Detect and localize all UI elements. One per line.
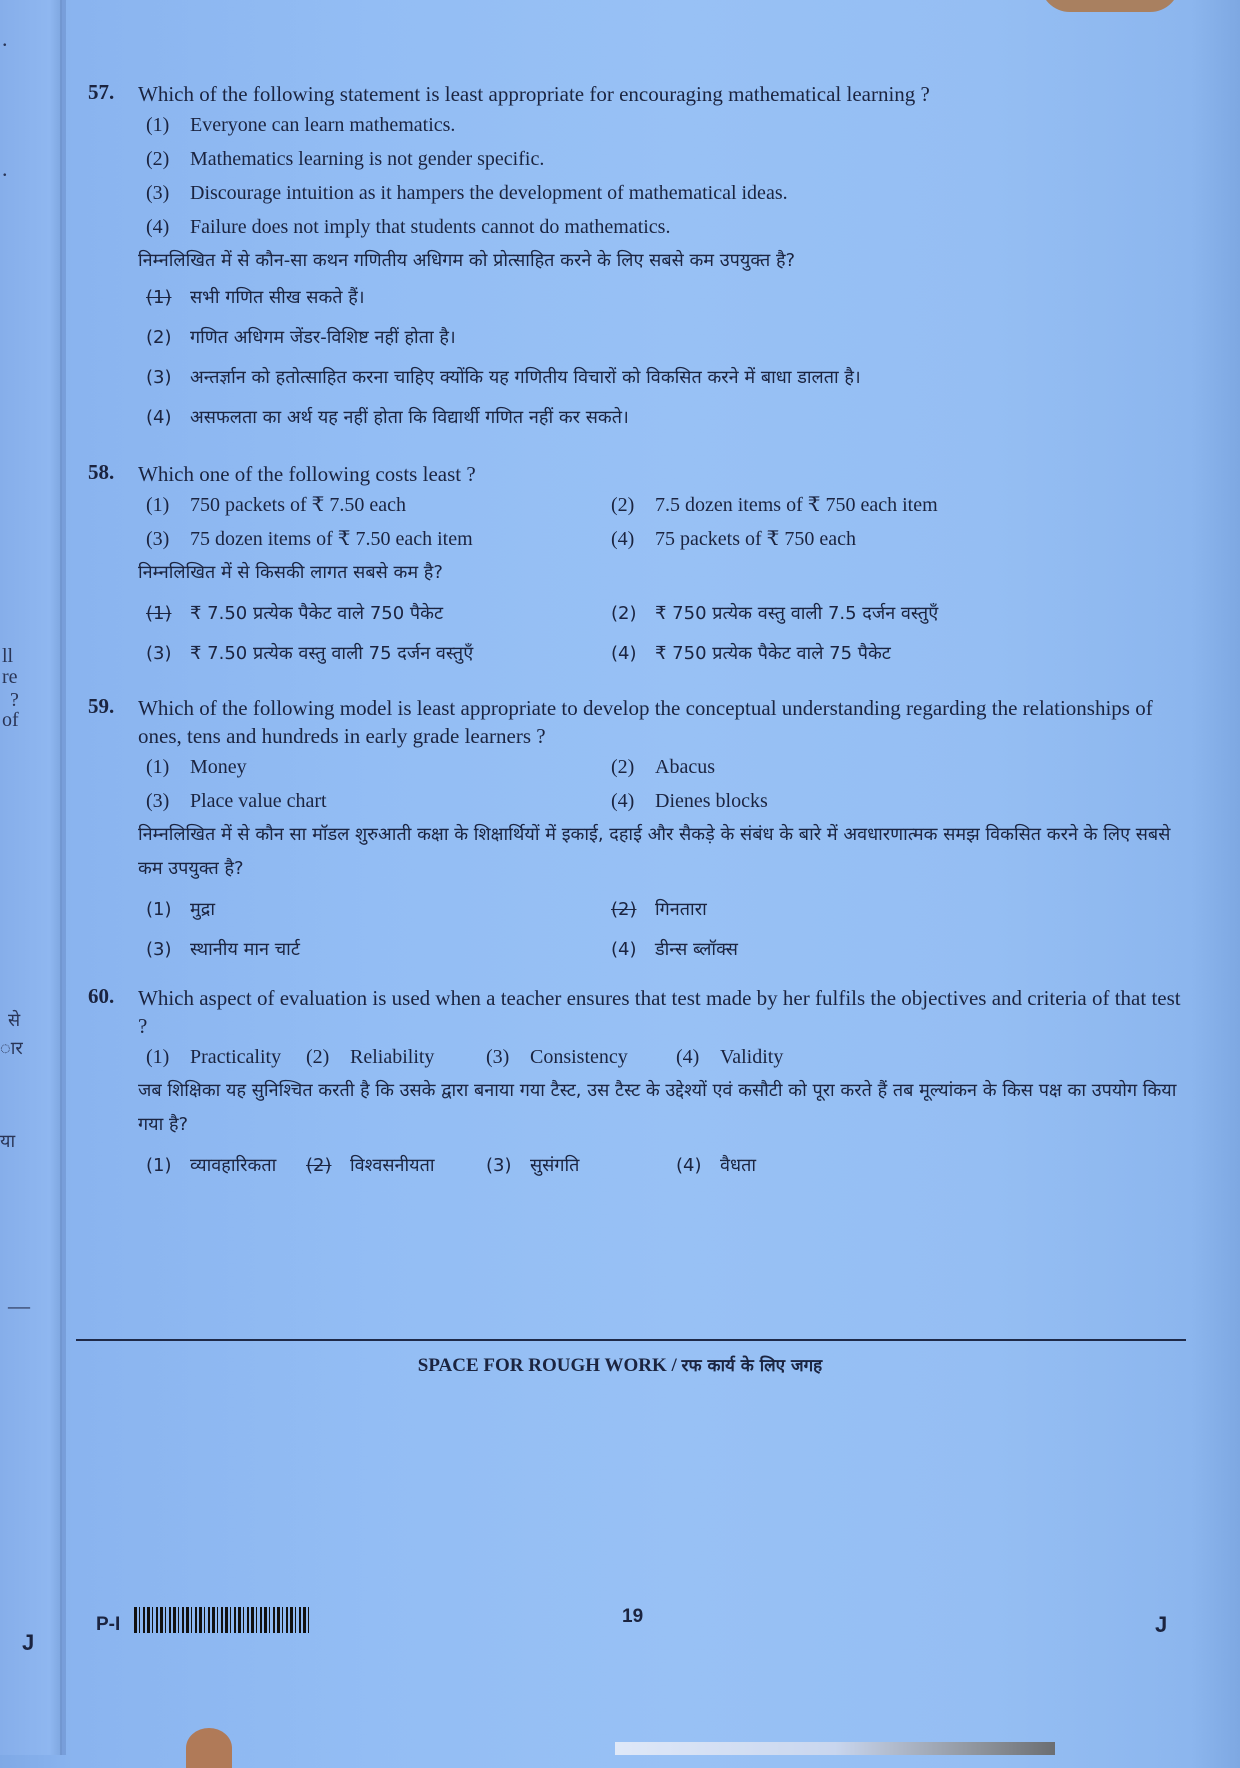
handwritten-tick-mark: (1) xyxy=(146,287,172,308)
question-stem-hi: जब शिक्षिका यह सुनिश्चित करती है कि उसके द्वारा बनाया गया टैस्ट, उस टैस्ट के उद्देश्यों एवं कसौटी को पूरा करते हैं तब मूल्यांकन के किस पक्ष का उपयोग किया गया है? xyxy=(138,1080,1177,1135)
question-number: 57. xyxy=(88,80,115,104)
question-content xyxy=(88,80,1188,1186)
question-stem-hi: निम्नलिखित में से किसकी लागत सबसे कम है? xyxy=(138,562,443,583)
option-hi: (2) विश्वसनीयता xyxy=(298,1146,478,1186)
option-hi: (1) मुद्रा xyxy=(146,899,215,920)
handwritten-tick-mark: (2) xyxy=(306,1155,332,1176)
finger-bottom xyxy=(186,1728,232,1768)
rough-work-divider xyxy=(76,1339,1186,1341)
bottom-object xyxy=(615,1742,1055,1755)
question-58 xyxy=(88,460,1188,674)
question-stem-hi: निम्नलिखित में से कौन सा मॉडल शुरुआती कक्षा के शिक्षार्थियों में इकाई, दहाई और सैकड़े के संबंध के बारे में अवधारणात्मक समझ विकसित करने के लिए सबसे कम उपयुक्त है? xyxy=(138,824,1171,879)
previous-page-edge xyxy=(0,0,62,1755)
option-hi: (1) व्यावहारिकता xyxy=(146,1155,277,1176)
page-number: 19 xyxy=(622,1606,644,1627)
option-en: (4) Dienes blocks xyxy=(611,790,768,812)
margin-fragment: या xyxy=(0,1131,16,1152)
question-59 xyxy=(88,694,1188,970)
page-fold-shadow xyxy=(60,0,66,1755)
question-57 xyxy=(88,80,1188,438)
option-hi: (3) अन्तर्ज्ञान को हतोत्साहित करना चाहिए क्योंकि यह गणितीय विचारों को विकसित करने में बाधा डालता है। xyxy=(146,367,861,388)
barcode xyxy=(134,1607,309,1633)
option-en: (3) Discourage intuition as it hampers the development of mathematical ideas. xyxy=(146,182,788,204)
option-en: (3) Consistency xyxy=(486,1046,628,1068)
handwritten-tick-mark: (1) xyxy=(146,603,172,624)
rough-work-heading xyxy=(0,1353,1240,1377)
option-hi: (4) असफलता का अर्थ यह नहीं होता कि विद्यार्थी गणित नहीं कर सकते। xyxy=(146,407,629,428)
option-en: (2) Reliability xyxy=(306,1046,435,1068)
question-number: 58. xyxy=(88,460,115,484)
option-hi: (3) स्थानीय मान चार्ट xyxy=(146,939,300,960)
option-en: (4) Failure does not imply that students cannot do mathematics. xyxy=(146,216,671,238)
option-en: (2) Mathematics learning is not gender specific. xyxy=(146,148,545,170)
margin-fragment: of xyxy=(2,709,19,731)
option-en: (3) 75 dozen items of ₹ 7.50 each item xyxy=(146,528,473,550)
option-en: (2) Abacus xyxy=(611,756,715,778)
finger-top xyxy=(1040,0,1180,12)
option-en: (1) Practicality xyxy=(146,1046,282,1068)
booklet-series-left: J xyxy=(22,1630,35,1655)
option-en: (1) 750 packets of ₹ 7.50 each xyxy=(146,494,406,516)
question-stem-en: Which one of the following costs least ? xyxy=(138,462,476,486)
option-en: (4) Validity xyxy=(676,1046,784,1068)
option-en: (4) 75 packets of ₹ 750 each xyxy=(611,528,856,550)
paper-code: P-I xyxy=(96,1614,121,1635)
option-hi: (4) वैधता xyxy=(676,1155,756,1176)
margin-fragment: ? xyxy=(10,689,19,711)
option-hi: (1) ₹ 7.50 प्रत्येक पैकेट वाले 750 पैकेट xyxy=(138,594,603,634)
option-hi: (2) ₹ 750 प्रत्येक वस्तु वाली 7.5 दर्जन वस्तुएँ xyxy=(611,603,939,624)
margin-fragment: से xyxy=(8,1010,21,1031)
margin-fragment: ll xyxy=(2,645,14,667)
option-en: (2) 7.5 dozen items of ₹ 750 each item xyxy=(611,494,938,516)
rough-work-hi: रफ कार्य के लिए जगह xyxy=(681,1356,823,1376)
option-hi: (2) गिनतारा xyxy=(603,890,1188,930)
handwritten-tick-mark: (2) xyxy=(611,899,637,920)
option-hi: (3) ₹ 7.50 प्रत्येक वस्तु वाली 75 दर्जन वस्तुएँ xyxy=(146,643,474,664)
option-hi: (3) सुसंगति xyxy=(486,1155,580,1176)
option-en: (3) Place value chart xyxy=(146,790,327,812)
option-hi: (1) सभी गणित सीख सकते हैं। xyxy=(138,278,1188,318)
question-stem-en: Which aspect of evaluation is used when a teacher ensures that test made by her fulfils the objectives and criteria of that test ? xyxy=(138,986,1181,1038)
margin-fragment: re xyxy=(2,666,18,688)
option-hi: (2) गणित अधिगम जेंडर-विशिष्ट नहीं होता है। xyxy=(146,327,456,348)
rough-work-en: SPACE FOR ROUGH WORK / xyxy=(417,1355,677,1376)
question-stem-hi: निम्नलिखित में से कौन-सा कथन गणितीय अधिगम को प्रोत्साहित करने के लिए सबसे कम उपयुक्त है? xyxy=(138,250,796,271)
question-number: 59. xyxy=(88,694,115,718)
question-60 xyxy=(88,984,1188,1186)
booklet-series-right: J xyxy=(1155,1612,1168,1637)
option-hi: (4) डीन्स ब्लॉक्स xyxy=(611,939,738,960)
margin-fragment: . xyxy=(2,156,8,181)
question-stem-en: Which of the following statement is least appropriate for encouraging mathematical learning ? xyxy=(138,82,930,106)
option-en: (1) Money xyxy=(146,756,247,778)
question-stem-en: Which of the following model is least appropriate to develop the conceptual understanding regarding the relationships of ones, tens and hundreds in early grade learners ? xyxy=(138,696,1153,748)
question-number: 60. xyxy=(88,984,115,1008)
option-hi: (4) ₹ 750 प्रत्येक पैकेट वाले 75 पैकेट xyxy=(611,643,891,664)
margin-fragment: . xyxy=(2,26,8,51)
option-en: (1) Everyone can learn mathematics. xyxy=(146,114,456,136)
margin-fragment: ार xyxy=(0,1038,23,1059)
margin-fragment: — xyxy=(8,1293,30,1318)
